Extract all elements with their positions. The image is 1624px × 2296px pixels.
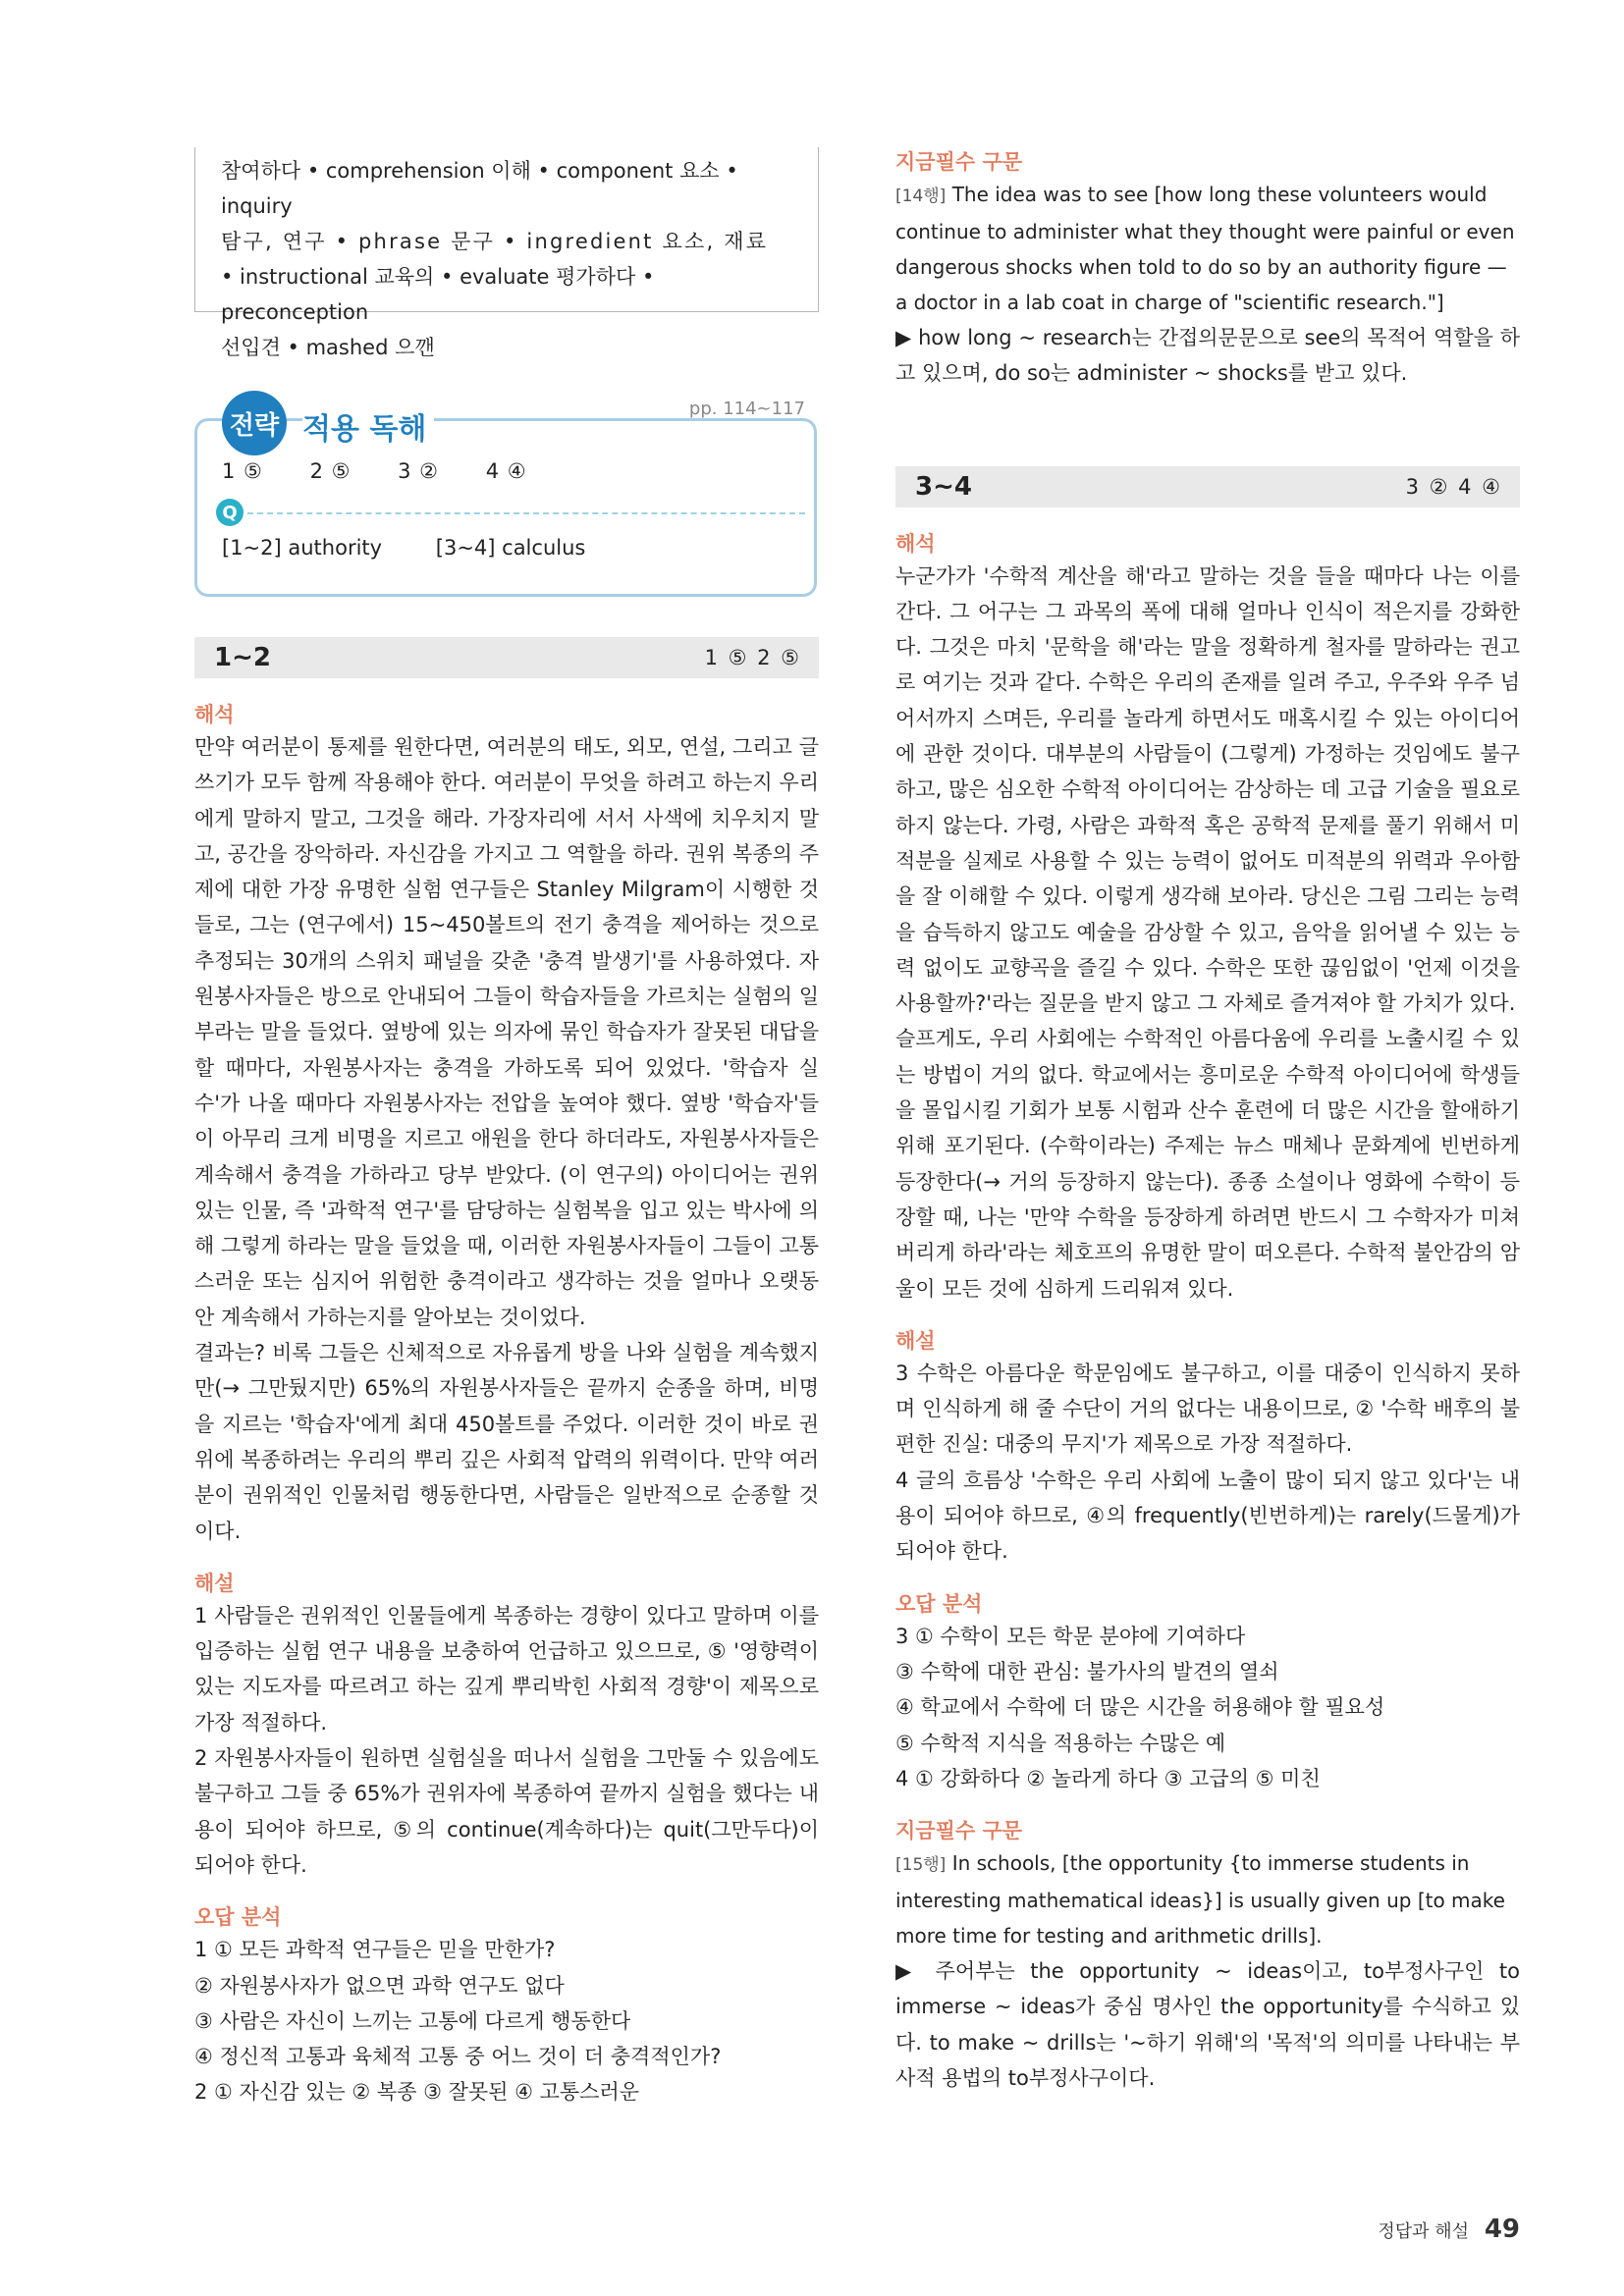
strategy-title: 적용 독해: [302, 404, 434, 448]
q-plus-icon: Q: [216, 499, 244, 526]
explanation-paragraph: 4 글의 흐름상 '수학은 우리 사회에 노출이 많이 되지 않고 있다'는 내용이 되어야 하므로, ④의 frequently(빈번하게)는 rarely(드물게)가 되어야 한다.: [895, 1468, 1520, 1564]
section-label: 1~2: [214, 643, 271, 672]
syntax-text: The idea was to see [how long these volunteers would continue to administer what they thought were painful or even dangerous shocks when told to do so by an authority figure — a doctor in a lab coat in charge of "scientific research."]: [895, 183, 1515, 314]
wrong-item: ⑤ 수학적 지식을 적용하는 수많은 예: [895, 1731, 1226, 1755]
section-bar-3-4: [895, 466, 1520, 507]
vocab-line: 탐구, 연구 • phrase 문구 • ingredient 요소, 재료: [221, 230, 769, 253]
wrong-item: ③ 사람은 자신이 느끼는 고통에 다르게 행동한다: [194, 2008, 631, 2033]
translation-paragraph: 만약 여러분이 통제를 원한다면, 여러분의 태도, 외모, 연설, 그리고 글쓰기가 모두 함께 작용해야 한다. 여러분이 무엇을 하려고 하는지 우리에게 말하지 말고, 그것을 해라. 가장자리에 서서 사색에 치우치지 말고, 공간을 장악하라. 자신감을 가지고 그 역할을 하라. 권위 복종의 주제에 대한 가장 유명한 실험 연구들은 Stanley Milgram이 시행한 것들로, 그는 (연구에서) 15~450볼트의 전기 충격을 제어하는 것으로 추정되는 30개의 스위치 패널을 갖춘 '충격 발생기'를 사용하였다. 자원봉사자들은 방으로 안내되어 그들이 학습자들을 가르치는 실험의 일부라는 말을 들었다. 옆방에 있는 의자에 묶인 학습자가 잘못된 대답을 할 때마다, 자원봉사자는 충격을 가하도록 되어 있었다. '학습자 실수'가 나올 때마다 자원봉사자는 전압을 높여야 했다. 옆방 '학습자'들이 아무리 크게 비명을 지르고 애원을 한다 하더라도, 자원봉사자들은 계속해서 충격을 가하라고 당부 받았다. (이 연구의) 아이디어는 권위 있는 인물, 즉 '과학적 연구'를 담당하는 실험복을 입고 있는 박사에 의해 그렇게 하라는 말을 들었을 때, 이러한 자원봉사자들이 그들이 고통스러운 또는 심지어 위험한 충격이라고 생각하는 것을 얼마나 오랫동안 계속해서 가하는지를 알아보는 것이었다.: [194, 735, 819, 1329]
answer-item: 2 ⑤: [309, 459, 351, 483]
syntax-note: ▶ how long ~ research는 간접의문문으로 see의 목적어 역할을 하고 있으며, do so는 administer ~ shocks를 받고 있다.: [895, 326, 1520, 386]
syntax-text: In schools, [the opportunity {to immerse students in interesting mathematical ideas}] is usually given up [to make more time for testing and arithmetic drills].: [895, 1851, 1505, 1949]
explanation-heading: 해설: [194, 1571, 235, 1595]
wrong-item: 4 ① 강화하다 ② 놀라게 하다 ③ 고급의 ⑤ 미친: [895, 1766, 1321, 1790]
answer-item: 3 ②: [398, 459, 438, 483]
page-number: 49: [1484, 2215, 1520, 2244]
keyword-item: [3~4] calculus: [435, 536, 586, 560]
wrong-item: 2 ① 자신감 있는 ② 복종 ③ 잘못된 ④ 고통스러운: [194, 2080, 640, 2105]
strategy-box: [194, 418, 817, 597]
vocab-line: • instructional 교육의 • evaluate 평가하다 • preconception: [221, 265, 655, 324]
explanation-heading: 해설: [895, 1328, 936, 1353]
wrong-item: ③ 수학에 대한 관심: 불가사의 발견의 열쇠: [895, 1659, 1279, 1683]
dashed-divider: [247, 512, 805, 514]
strategy-panel: [194, 391, 819, 600]
syntax-heading: 지금필수 구문: [895, 150, 1023, 174]
translation-heading: 해석: [194, 703, 235, 726]
wrong-item: ④ 학교에서 수학에 더 많은 시간을 허용해야 할 필요성: [895, 1695, 1385, 1720]
explanation-paragraph: 1 사람들은 권위적인 인물들에게 복종하는 경향이 있다고 말하며 이를 입증하는 실험 연구 내용을 보충하여 언급하고 있으므로, ⑤ '영향력이 있는 지도자를 따르려고 하는 깊게 뿌리박힌 사회적 경향'이 제목으로 가장 적절하다.: [194, 1603, 819, 1735]
explanation-paragraph: 3 수학은 아름다운 학문임에도 불구하고, 이를 대중이 인식하지 못하며 인식하게 해 줄 수단이 거의 없다는 내용이므로, ② '수학 배후의 불편한 진실: 대중의 무지'가 제목으로 가장 적절하다.: [895, 1361, 1520, 1457]
wrong-item: ④ 정신적 고통과 육체적 고통 중 어느 것이 더 충격적인가?: [194, 2045, 722, 2069]
section-bar-1-2: [194, 637, 819, 678]
vocab-line: 선입견 • mashed 으깬: [221, 336, 435, 359]
translation-paragraph: 슬프게도, 우리 사회에는 수학적인 아름다움에 우리를 노출시킬 수 있는 방법이 거의 없다. 학교에서는 흥미로운 수학적 아이디어에 학생들을 몰입시킬 기회가 보통 시험과 산수 훈련에 더 많은 시간을 할애하기 위해 포기된다. (수학이라는) 주제는 뉴스 매체나 문화계에 빈번하게 등장한다(→ 거의 등장하지 않는다). 종종 소설이나 영화에 수학이 등장할 때, 나는 '만약 수학을 등장하게 하려면 반드시 그 수학자가 미쳐버리게 하라'라는 체호프의 유명한 말이 떠오른다. 수학적 불안감의 암울이 모든 것에 심하게 드리워져 있다.: [895, 1027, 1520, 1301]
strategy-keywords: [222, 536, 632, 560]
wrong-analysis-heading: 오답 분석: [895, 1591, 983, 1616]
line-tag: [15행]: [895, 1855, 947, 1876]
vocab-box: [194, 147, 819, 359]
answer-item: 4 ④: [485, 459, 526, 483]
line-tag: [14행]: [895, 187, 947, 206]
explanation-paragraph: 2 자원봉사자들이 원하면 실험실을 떠나서 실험을 그만둘 수 있음에도 불구하고 그들 중 65%가 권위자에 복종하여 끝까지 실험을 했다는 내용이 되어야 하므로, ⑤의 continue(계속하다)는 quit(그만두다)이 되어야 한다.: [194, 1746, 819, 1877]
translation-heading: 해석: [895, 531, 936, 556]
wrong-item: 1 ① 모든 과학적 연구들은 믿을 만한가?: [194, 1938, 556, 1962]
wrong-analysis-heading: 오답 분석: [194, 1905, 282, 1930]
strategy-badge-icon: 전략: [222, 391, 287, 455]
syntax-sentence: [895, 177, 1520, 320]
section-answers: 1 ⑤ 2 ⑤: [704, 646, 799, 669]
right-column: [895, 147, 1520, 2096]
keyword-item: [1~2] authority: [222, 536, 383, 560]
page-range: pp. 114~117: [688, 399, 805, 419]
section-label: 3~4: [915, 471, 972, 502]
translation-paragraph: 결과는? 비록 그들은 신체적으로 자유롭게 방을 나와 실험을 계속했지만(→ 그만뒀지만) 65%의 자원봉사자들은 끝까지 순종을 하며, 비명을 지르는 '학습자'에게 최대 450볼트를 주었다. 이러한 것이 바로 권위에 복종하려는 우리의 뿌리 깊은 사회적 압력의 위력이다. 만약 여러분이 권위적인 인물처럼 행동한다면, 사람들은 일반적으로 순종할 것이다.: [194, 1341, 819, 1543]
footer-label: 정답과 해설: [1378, 2221, 1470, 2242]
section-answers: 3 ② 4 ④: [1405, 474, 1500, 499]
syntax-heading: 지금필수 구문: [895, 1819, 1023, 1843]
left-column: [194, 147, 819, 2110]
strategy-answers: [222, 459, 566, 483]
page-footer: [1378, 2215, 1520, 2244]
syntax-sentence: [895, 1845, 1520, 1953]
answer-item: 1 ⑤: [222, 459, 262, 483]
vocab-line: 참여하다 • comprehension 이해 • component 요소 • inquiry: [221, 159, 738, 218]
syntax-note: ▶ 주어부는 the opportunity ~ ideas이고, to부정사구인 to immerse ~ ideas가 중심 명사인 the opportunity를 수식하고 있다. to make ~ drills는 '~하기 위해'의 '목적'의 의미를 나타내는 부사적 용법의 to부정사구이다.: [895, 1959, 1520, 2090]
wrong-item: 3 ① 수학이 모든 학문 분야에 기여하다: [895, 1624, 1246, 1648]
wrong-item: ② 자원봉사자가 없으면 과학 연구도 없다: [194, 1973, 565, 1998]
translation-paragraph: 누군가가 '수학적 계산을 해'라고 말하는 것을 들을 때마다 나는 이를 간다. 그 어구는 그 과목의 폭에 대해 얼마나 인식이 적은지를 강화한다. 그것은 마치 '문학을 해'라는 말을 정확하게 철자를 말하라는 권고로 여기는 것과 같다. 수학은 우리의 존재를 일려 주고, 우주와 우주 넘어서까지 스며든, 우리를 놀라게 하면서도 매혹시킬 수 있는 아이디어에 관한 것이다. 대부분의 사람들이 (그렇게) 가정하는 것임에도 불구하고, 많은 심오한 수학적 아이디어는 감상하는 데 고급 기술을 필요로 하지 않는다. 가령, 사람은 과학적 혹은 공학적 문제를 풀기 위해서 미적분을 실제로 사용할 수 있는 능력이 없어도 미적분의 위력과 우아함을 잘 이해할 수 있다. 이렇게 생각해 보아라. 당신은 그림 그리는 능력을 습득하지 않고도 예술을 감상할 수 있고, 음악을 읽어낼 수 있는 능력 없이도 교향곡을 즐길 수 있다. 수학은 또한 끊임없이 '언제 이것을 사용할까?'라는 질문을 받지 않고 그 자체로 즐겨져야 할 가치가 있다.: [895, 563, 1520, 1016]
